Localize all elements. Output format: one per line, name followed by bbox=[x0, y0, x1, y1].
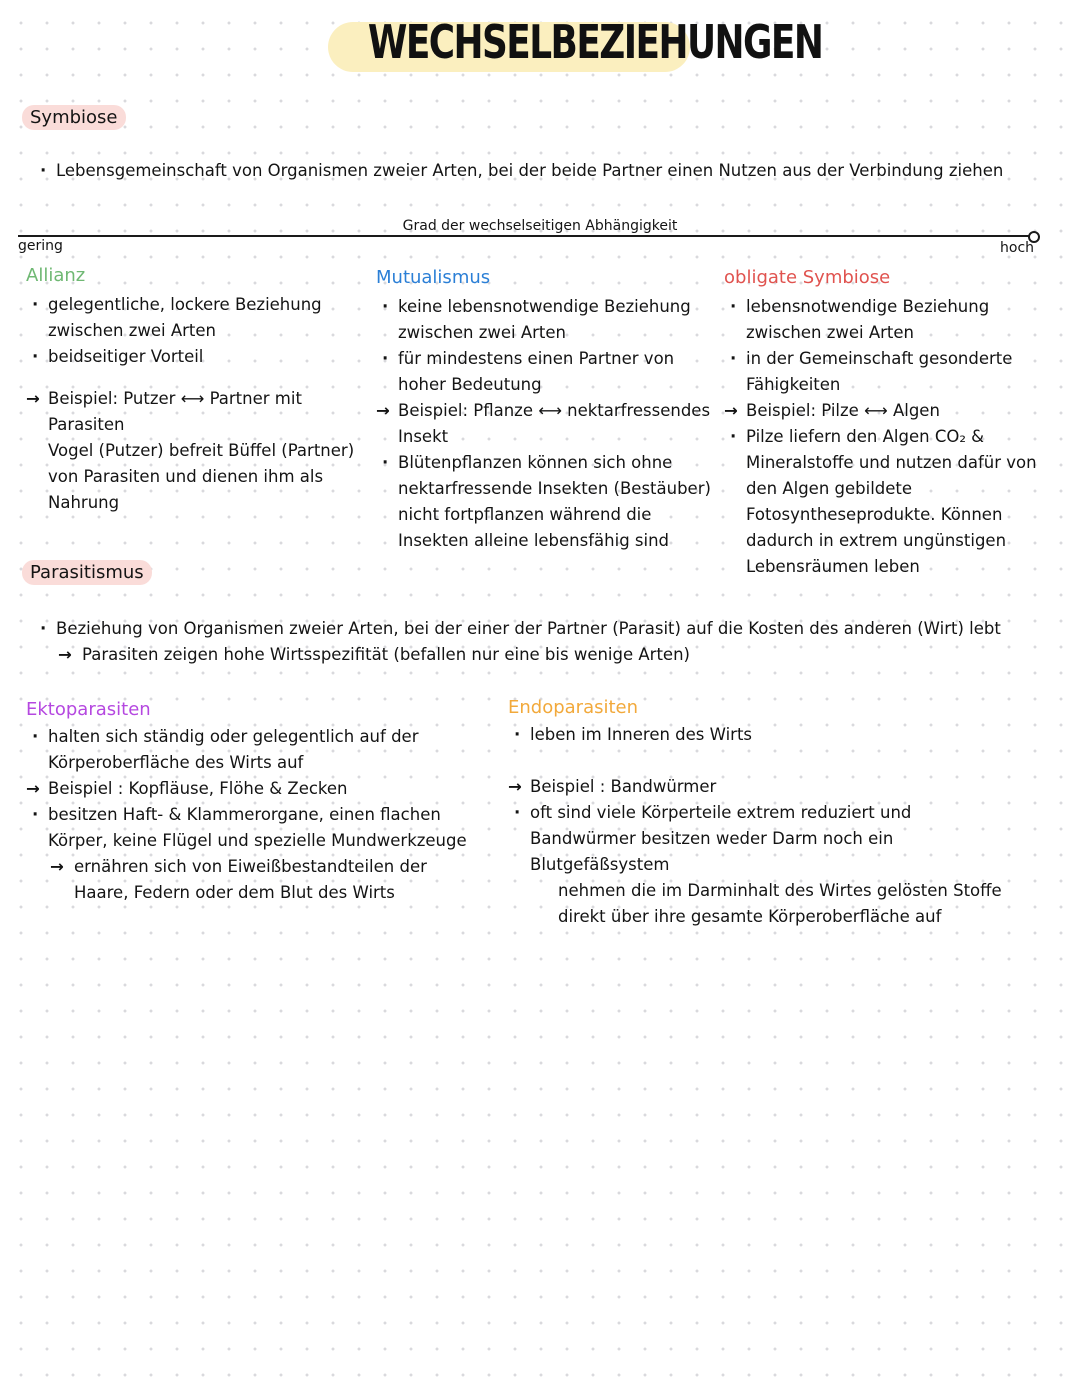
allianz-bullet: · gelegentliche, lockere Beziehung zwischen zwei Arten bbox=[26, 292, 366, 344]
symbiose-definition: · Lebensgemeinschaft von Organismen zweier Arten, bei der beide Partner einen Nutzen aus der Verbindung ziehen bbox=[34, 158, 1034, 184]
ektoparasiten-heading: Ektoparasiten bbox=[26, 699, 151, 720]
obligate-symbiose-list bbox=[724, 294, 1054, 580]
parasitismus-heading-wrap bbox=[28, 561, 152, 585]
obligate-symbiose-bullet: · lebensnotwendige Beziehung zwischen zwei Arten bbox=[724, 294, 1054, 346]
ektoparasiten-section bbox=[26, 698, 476, 906]
ektoparasiten-note: → ernähren sich von Eiweißbestandteilen der Haare, Federn oder dem Blut des Wirts bbox=[26, 854, 476, 906]
ektoparasiten-example: → Beispiel : Kopfläuse, Flöhe & Zecken bbox=[26, 776, 476, 802]
obligate-symbiose-detail: · Pilze liefern den Algen CO₂ & Mineralstoffe und nutzen dafür von den Algen gebildete Fotosyntheseprodukte. Können dadurch in extrem ungünstigen Lebensräumen leben bbox=[724, 424, 1054, 580]
parasitismus-note: → Parasiten zeigen hohe Wirtsspezifität (befallen nur eine bis wenige Arten) bbox=[34, 642, 1044, 668]
axis-high-label: hoch bbox=[1000, 240, 1035, 256]
axis-low-label: gering bbox=[18, 238, 63, 254]
allianz-example: → Beispiel: Putzer ⟷ Partner mit Parasiten bbox=[26, 386, 366, 438]
endoparasiten-section bbox=[508, 696, 1018, 930]
obligate-symbiose-bullet: · in der Gemeinschaft gesonderte Fähigkeiten bbox=[724, 346, 1054, 398]
mutualismus-heading: Mutualismus bbox=[376, 267, 491, 288]
obligate-symbiose-heading: obligate Symbiose bbox=[724, 267, 891, 288]
allianz-bullet: · beidseitiger Vorteil bbox=[26, 344, 366, 370]
mutualismus-bullet: · für mindestens einen Partner von hoher Bedeutung bbox=[376, 346, 712, 398]
symbiose-heading: Symbiose bbox=[22, 105, 126, 130]
parasitismus-heading: Parasitismus bbox=[22, 560, 152, 585]
symbiose-heading-wrap bbox=[28, 106, 126, 130]
mutualismus-example: → Beispiel: Pflanze ⟷ nektarfressendes Insekt bbox=[376, 398, 712, 450]
obligate-symbiose-column bbox=[724, 266, 1054, 580]
ektoparasiten-bullet: · besitzen Haft- & Klammerorgane, einen flachen Körper, keine Flügel und spezielle Mundwerkzeuge bbox=[26, 802, 476, 854]
endoparasiten-bullet: · oft sind viele Körperteile extrem reduziert und Bandwürmer besitzen weder Darm noch ein Blutgefäßsystem bbox=[508, 800, 1018, 878]
endoparasiten-list bbox=[508, 722, 1018, 930]
mutualismus-column bbox=[376, 266, 712, 554]
allianz-column bbox=[26, 264, 366, 516]
axis-label: Grad der wechselseitigen Abhängigkeit bbox=[402, 218, 678, 234]
symbiose-definition-list bbox=[34, 158, 1034, 184]
mutualismus-bullet: · keine lebensnotwendige Beziehung zwischen zwei Arten bbox=[376, 294, 712, 346]
page-title-block bbox=[328, 8, 823, 76]
ektoparasiten-bullet: · halten sich ständig oder gelegentlich auf der Körperoberfläche des Wirts auf bbox=[26, 724, 476, 776]
endoparasiten-example: → Beispiel : Bandwürmer bbox=[508, 774, 1018, 800]
endoparasiten-note: nehmen die im Darminhalt des Wirtes gelösten Stoffe direkt über ihre gesamte Körperoberfläche auf bbox=[558, 881, 1002, 926]
mutualismus-list bbox=[376, 294, 712, 554]
endoparasiten-heading: Endoparasiten bbox=[508, 697, 639, 718]
endoparasiten-bullet: · leben im Inneren des Wirts bbox=[508, 722, 1018, 748]
allianz-detail: Vogel (Putzer) befreit Büffel (Partner) von Parasiten und dienen ihm als Nahrung bbox=[48, 441, 355, 512]
parasitismus-definition-list bbox=[34, 616, 1044, 668]
allianz-heading: Allianz bbox=[26, 265, 86, 286]
page-title: WECHSELBEZIEHUNGEN bbox=[367, 15, 823, 69]
dependency-axis bbox=[18, 235, 1030, 237]
allianz-list bbox=[26, 292, 366, 516]
mutualismus-detail: · Blütenpflanzen können sich ohne nektarfressende Insekten (Bestäuber) nicht fortpflanzen während die Insekten alleine lebensfähig sind bbox=[376, 450, 712, 554]
parasitismus-definition: · Beziehung von Organismen zweier Arten, bei der einer der Partner (Parasit) auf die Kosten des anderen (Wirt) lebt bbox=[34, 616, 1044, 642]
obligate-symbiose-example: → Beispiel: Pilze ⟷ Algen bbox=[724, 398, 1054, 424]
ektoparasiten-list bbox=[26, 724, 476, 906]
